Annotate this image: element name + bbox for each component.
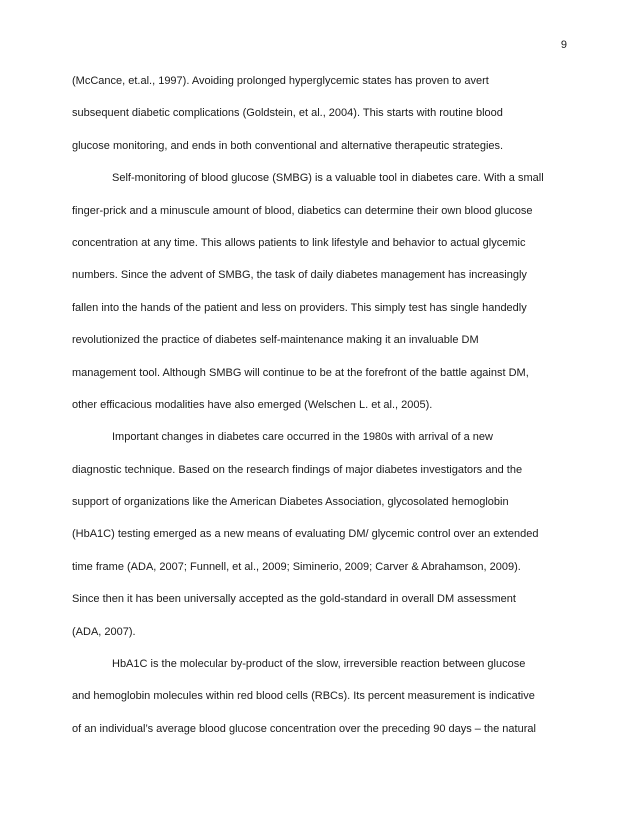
text-line: (ADA, 2007). — [72, 625, 136, 638]
text-line: other efficacious modalities have also emerged (Welschen L. et al., 2005). — [72, 398, 433, 411]
text-line: diagnostic technique. Based on the research findings of major diabetes investigators and the — [72, 463, 523, 476]
text-line: numbers. Since the advent of SMBG, the task of daily diabetes management has increasingly — [72, 269, 527, 282]
paragraph-first-line: Self-monitoring of blood glucose (SMBG) is a valuable tool in diabetes care. With a small — [112, 172, 544, 185]
text-line: revolutionized the practice of diabetes self-maintenance making it an invaluable DM — [72, 334, 479, 347]
text-line: time frame (ADA, 2007; Funnell, et al., 2009; Siminerio, 2009; Carver & Abrahamson, 2009). — [72, 560, 521, 573]
text-line: Since then it has been universally accepted as the gold-standard in overall DM assessment — [72, 593, 516, 606]
page-number: 9 — [560, 39, 567, 51]
paragraph-first-line: Important changes in diabetes care occurred in the 1980s with arrival of a new — [112, 431, 493, 444]
text-line: support of organizations like the American Diabetes Association, glycosolated hemoglobin — [72, 496, 509, 509]
paragraph-first-line: HbA1C is the molecular by-product of the slow, irreversible reaction between glucose — [112, 658, 526, 671]
text-line: management tool. Although SMBG will continue to be at the forefront of the battle against DM, — [72, 366, 529, 379]
text-line: concentration at any time. This allows patients to link lifestyle and behavior to actual glycemic — [72, 236, 526, 249]
text-line: (McCance, et.al., 1997). Avoiding prolonged hyperglycemic states has proven to avert — [72, 75, 489, 87]
text-line: (HbA1C) testing emerged as a new means of evaluating DM/ glycemic control over an extended — [72, 528, 539, 541]
text-line: and hemoglobin molecules within red blood cells (RBCs). Its percent measurement is indicative — [72, 690, 535, 703]
text-line: glucose monitoring, and ends in both conventional and alternative therapeutic strategies. — [72, 139, 504, 152]
text-line: finger-prick and a minuscule amount of blood, diabetics can determine their own blood glucose — [72, 204, 533, 217]
text-line: of an individual’s average blood glucose concentration over the preceding 90 days – the natural — [72, 722, 536, 735]
text-line: subsequent diabetic complications (Goldstein, et al., 2004). This starts with routine blood — [72, 107, 503, 120]
text-line: fallen into the hands of the patient and less on providers. This simply test has single handedly — [72, 301, 527, 314]
body-text — [72, 74, 572, 754]
